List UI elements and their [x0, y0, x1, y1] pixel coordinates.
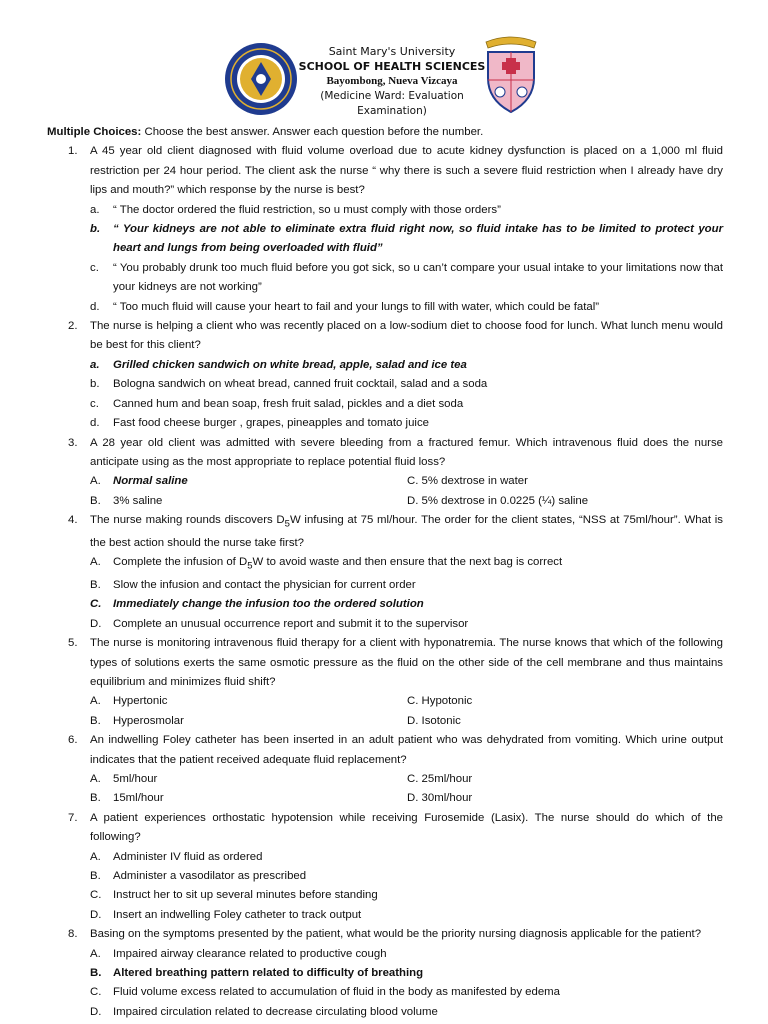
instructions-text: Choose the best answer. Answer each question before the number. [141, 126, 484, 138]
question-number: 2. [68, 320, 78, 333]
option-letter: B. [90, 869, 101, 882]
subscript: 5 [247, 560, 253, 572]
option-3a-answer [90, 472, 188, 491]
option-4a [0, 553, 768, 576]
school-name: SCHOOL OF HEALTH SCIENCES [298, 60, 486, 73]
option-text: Complete the infusion of D [113, 556, 248, 569]
option-4b [0, 576, 768, 595]
question-number: 1. [68, 145, 78, 158]
option-letter: B. [90, 966, 102, 979]
option-2c [0, 395, 768, 414]
question-text: A patient experiences orthostatic hypotension while receiving Furosemide (Lasix). The nurse should do which of the following? [90, 811, 723, 844]
option-letter: D. [90, 908, 102, 921]
instructions-label: Multiple Choices: [47, 126, 142, 138]
option-letter: A. [90, 556, 101, 569]
options-row [0, 712, 768, 731]
option-6b [90, 789, 164, 808]
option-letter: B. [90, 578, 101, 591]
option-4d [0, 615, 768, 634]
option-3c: C. 5% dextrose in water [407, 475, 528, 488]
option-2a-answer [0, 356, 768, 375]
option-letter: c. [90, 261, 99, 274]
options-row [0, 789, 768, 808]
option-text: Administer IV fluid as ordered [113, 850, 263, 863]
question-number: 6. [68, 734, 78, 747]
option-letter: c. [90, 397, 99, 410]
subscript: 5 [284, 518, 290, 530]
question-text: An indwelling Foley catheter has been inserted in an adult patient who was dehydrated from vomiting. Which urine output indicates that the patient received adequate fluid replacement? [90, 734, 723, 766]
option-letter: B. [90, 714, 101, 727]
question-number: 3. [68, 436, 78, 449]
option-2b [0, 375, 768, 394]
exam-body [0, 123, 768, 1022]
option-text: Altered breathing pattern related to difficulty of breathing [113, 966, 424, 979]
school-location: Bayombong, Nueva Vizcaya [326, 75, 458, 87]
question-4 [0, 511, 768, 553]
option-text-cont: W to avoid waste and then ensure that the next bag is correct [252, 556, 563, 569]
options-row [0, 492, 768, 511]
option-1d [0, 298, 768, 317]
option-text: “ You probably drunk too much fluid before you got sick, so u can’t compare your usual intake to your limitations now that your kidneys are not working” [113, 261, 723, 294]
question-text: The nurse is monitoring intravenous fluid therapy for a client with hyponatremia. The nurse knows that which of the following types of solutions exerts the same osmotic pressure as the fluid on the other side of the cell membrane and thus maintains equilibrium and minimizes fluid shift? [90, 637, 723, 688]
question-text: A 28 year old client was admitted with severe bleeding from a fractured femur. Which intravenous fluid does the nurse anticipate using as the most appropriate to replace potential fluid loss? [90, 436, 723, 468]
document-header [0, 34, 768, 117]
option-text: Fast food cheese burger , grapes, pineapples and tomato juice [113, 417, 429, 430]
option-text: “ The doctor ordered the fluid restriction, so u must comply with those orders” [113, 203, 501, 216]
option-text: Fluid volume excess related to accumulation of fluid in the body as manifested by edema [113, 986, 561, 999]
question-2 [0, 317, 768, 356]
question-1 [0, 142, 768, 200]
question-text: The nurse making rounds discovers D [90, 514, 285, 527]
option-text: Administer a vasodilator as prescribed [113, 869, 307, 882]
option-letter: B. [90, 792, 101, 805]
option-3d: D. 5% dextrose in 0.0225 (¼) saline [407, 494, 589, 507]
question-text-cont: W infusing at 75 ml/hour. The order for the client states, “NSS at 75ml/hour”. What is the best action should the nurse take first? [90, 514, 724, 549]
option-text: Impaired airway clearance related to productive cough [113, 947, 387, 960]
option-text: Impaired circulation related to decrease circulating blood volume [113, 1005, 438, 1018]
option-text: Slow the infusion and contact the physician for current order [113, 578, 416, 591]
option-5b [90, 712, 184, 731]
option-8b-answer [0, 964, 768, 983]
option-text: “ Too much fluid will cause your heart to fail and your lungs to fill with water, which could be fatal” [113, 300, 600, 313]
option-letter: b. [90, 378, 100, 391]
option-5a [90, 692, 168, 711]
option-letter: a. [90, 203, 100, 216]
question-6 [0, 731, 768, 770]
option-text: Instruct her to sit up several minutes before standing [113, 889, 378, 902]
option-letter: A. [90, 475, 101, 488]
option-letter: A. [90, 772, 101, 785]
option-7b [0, 867, 768, 886]
option-text: 5ml/hour [113, 772, 158, 785]
option-8a [0, 945, 768, 964]
question-5 [0, 634, 768, 692]
question-number: 7. [68, 811, 78, 824]
option-letter: d. [90, 417, 100, 430]
option-letter: b. [90, 223, 101, 236]
option-4c-answer [0, 595, 768, 614]
option-text: Bologna sandwich on wheat bread, canned fruit cocktail, salad and a soda [113, 378, 488, 391]
question-number: 5. [68, 637, 78, 650]
option-2d [0, 414, 768, 433]
option-3b [90, 492, 163, 511]
option-text: “ Your kidneys are not able to eliminate extra fluid right now, so fluid intake has to be limited to protect your heart and lungs from being overloaded with fluid” [113, 223, 723, 255]
option-8c [0, 983, 768, 1002]
option-1a [0, 201, 768, 220]
option-letter: D. [90, 617, 102, 630]
options-row [0, 692, 768, 711]
header-text [292, 44, 492, 119]
option-text: Grilled chicken sandwich on white bread, apple, salad and ice tea [113, 358, 467, 371]
question-text: The nurse is helping a client who was recently placed on a low-sodium diet to choose food for lunch. What lunch menu would be best for this client? [90, 320, 723, 352]
question-7 [0, 809, 768, 848]
option-6a [90, 770, 158, 789]
options-row [0, 472, 768, 491]
option-letter: C. [90, 598, 102, 611]
option-letter: A. [90, 947, 101, 960]
nursing-crest-icon [480, 34, 542, 114]
option-1c [0, 259, 768, 298]
option-letter: B. [90, 494, 101, 507]
option-text: Insert an indwelling Foley catheter to track output [113, 908, 362, 921]
university-name: Saint Mary's University [328, 45, 456, 58]
option-5c: C. Hypotonic [407, 695, 473, 708]
option-7a [0, 848, 768, 867]
question-3 [0, 434, 768, 473]
option-letter: a. [90, 358, 100, 371]
option-8d [0, 1003, 768, 1022]
option-1b-answer [0, 220, 768, 259]
option-5d: D. Isotonic [407, 714, 461, 727]
option-6c: C. 25ml/hour [407, 772, 473, 785]
option-letter: d. [90, 300, 100, 313]
option-text: 3% saline [113, 494, 163, 507]
option-text: Immediately change the infusion too the ordered solution [113, 598, 424, 611]
option-text: Canned hum and bean soap, fresh fruit salad, pickles and a diet soda [113, 397, 464, 410]
instructions [0, 123, 768, 142]
option-letter: A. [90, 850, 101, 863]
exam-title: (Medicine Ward: Evaluation Examination) [320, 90, 464, 117]
options-row [0, 770, 768, 789]
option-letter: C. [90, 889, 102, 902]
university-seal-icon [224, 42, 298, 116]
option-letter: D. [90, 1005, 102, 1018]
question-text: Basing on the symptoms presented by the patient, what would be the priority nursing diagnosis applicable for the patient? [90, 928, 702, 941]
option-text: 15ml/hour [113, 792, 164, 805]
option-7c [0, 886, 768, 905]
question-number: 4. [68, 514, 78, 527]
question-number: 8. [68, 928, 78, 941]
option-text: Normal saline [113, 475, 188, 488]
option-6d: D. 30ml/hour [407, 792, 473, 805]
question-text: A 45 year old client diagnosed with fluid volume overload due to acute kidney dysfunction is placed on a 1,000 ml fluid restriction per 24 hour period. The client ask the nurse “ why there is such a severe fluid restriction when I already have dry lips and mouth?” which response by the nurse is best? [90, 145, 723, 197]
option-letter: C. [90, 986, 102, 999]
option-7d [0, 906, 768, 925]
option-text: Hyperosmolar [113, 714, 184, 727]
option-text: Complete an unusual occurrence report and submit it to the supervisor [113, 617, 469, 630]
option-letter: A. [90, 695, 101, 708]
option-text: Hypertonic [113, 695, 168, 708]
question-8 [0, 925, 768, 944]
